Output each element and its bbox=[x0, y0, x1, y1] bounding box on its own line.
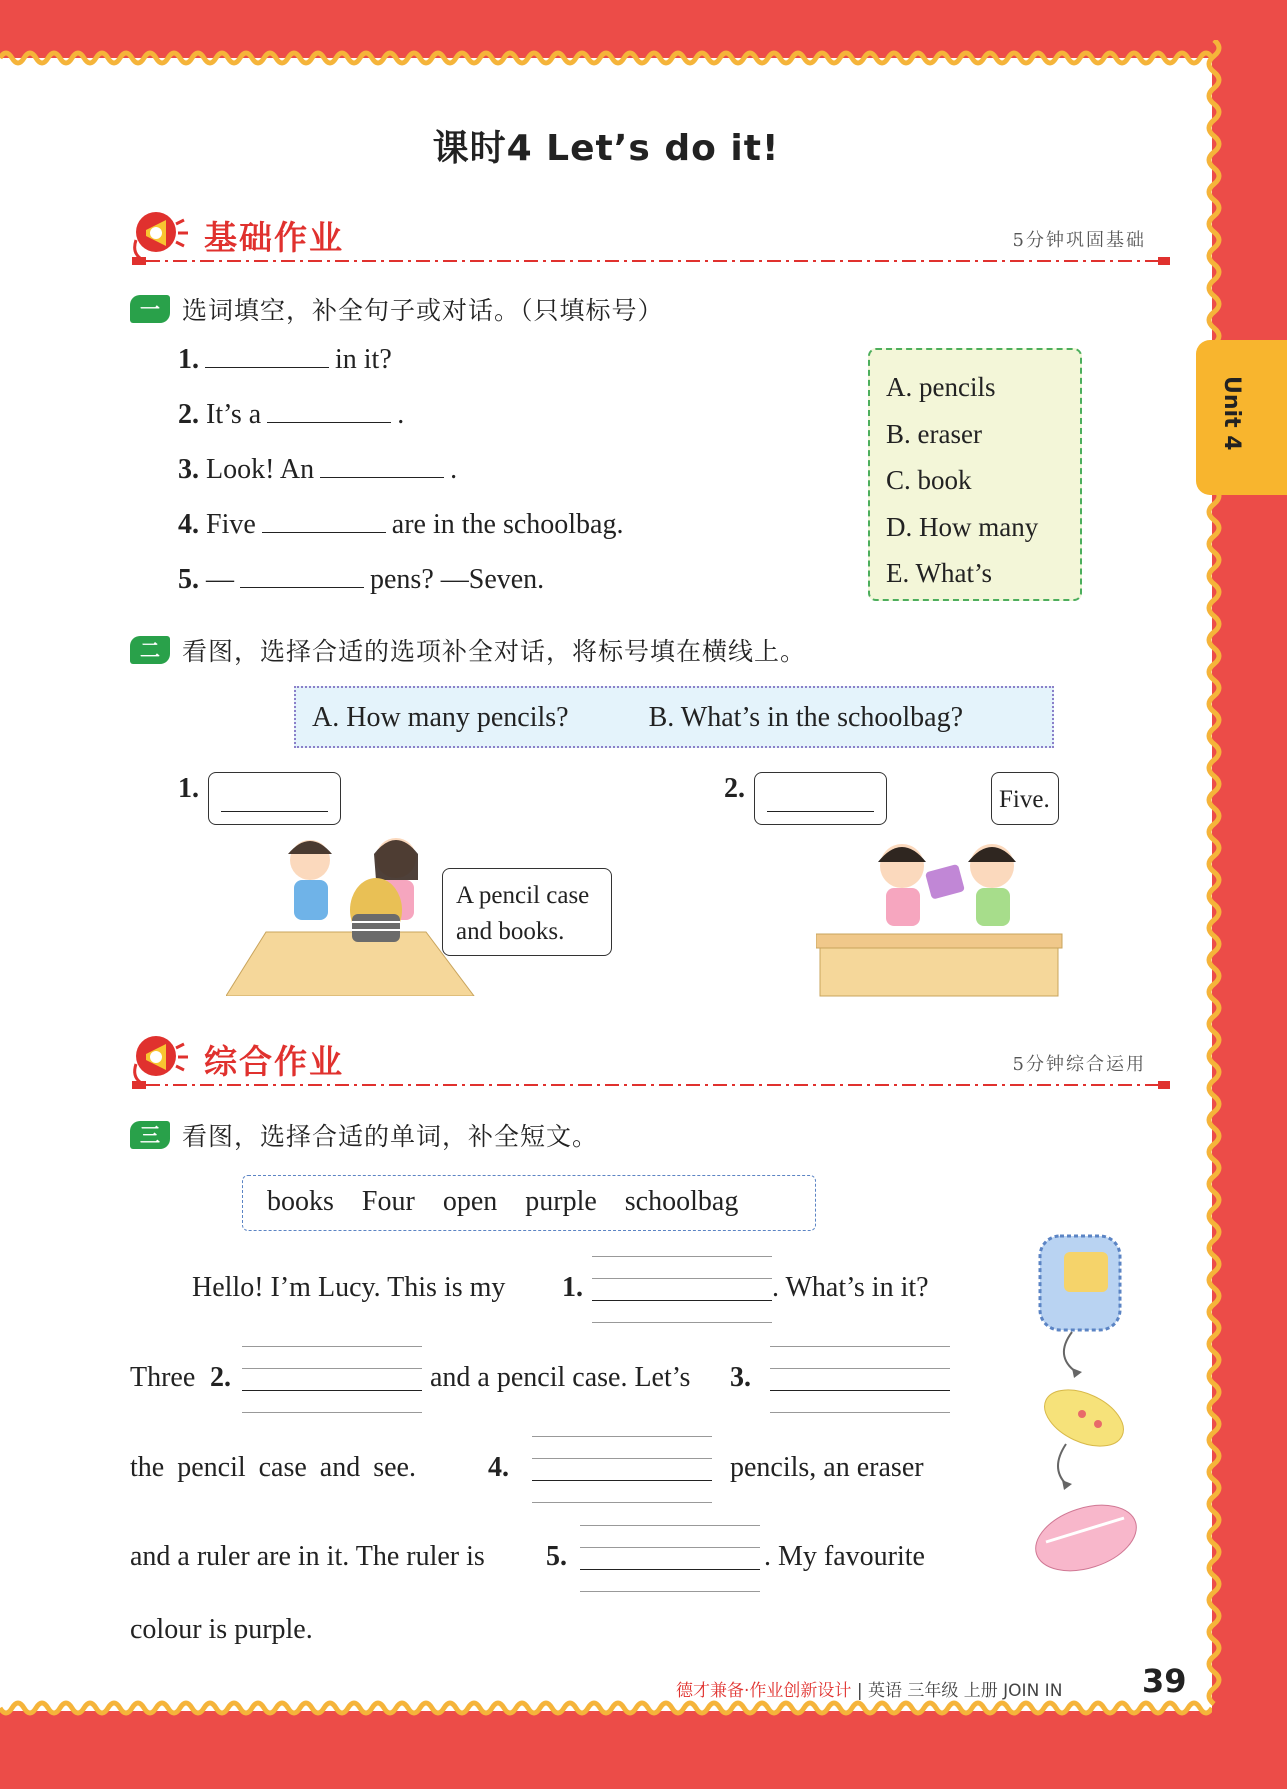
passage-line-3-end: pencils, an eraser bbox=[730, 1452, 924, 1483]
word-open: open bbox=[442, 1186, 498, 1217]
picture-1-answer-line-1: A pencil case bbox=[456, 882, 590, 909]
dialogue-choices-box bbox=[294, 686, 1054, 748]
question-2-badge: 二 bbox=[130, 636, 170, 664]
answer-blank[interactable] bbox=[205, 344, 329, 368]
picture-1-number: 1. bbox=[178, 773, 199, 804]
option-c: C. book bbox=[886, 465, 972, 495]
four-line-blank-1[interactable] bbox=[592, 1256, 772, 1322]
unit-tab-label: Unit 4 bbox=[1219, 376, 1244, 451]
question-1-instruction: 选词填空，补全句子或对话。（只填标号） bbox=[182, 296, 664, 325]
word-schoolbag: schoolbag bbox=[624, 1186, 739, 1217]
word-books: books bbox=[267, 1186, 334, 1217]
q1-item-4: 4. Five are in the schoolbag. bbox=[178, 509, 624, 540]
horn-icon bbox=[128, 1030, 192, 1086]
option-d: D. How many bbox=[886, 511, 1039, 542]
choice-b: B. What’s in the schoolbag? bbox=[648, 702, 964, 733]
q1-item-2: 2. It’s a . bbox=[178, 399, 405, 430]
q1-item-3: 3. Look! An . bbox=[178, 454, 458, 485]
passage-line-4-start: and a ruler are in it. The ruler is bbox=[130, 1541, 485, 1572]
word-bank-box bbox=[242, 1175, 816, 1231]
picture-1-question-bubble[interactable] bbox=[208, 772, 341, 825]
answer-blank[interactable] bbox=[240, 564, 364, 588]
options-box bbox=[868, 348, 1082, 601]
section-comprehensive-subtitle: 5分钟综合运用 bbox=[1012, 1054, 1146, 1075]
question-2-instruction: 看图，选择合适的选项补全对话，将标号填在横线上。 bbox=[182, 637, 807, 666]
four-line-blank-3[interactable] bbox=[770, 1346, 950, 1412]
horn-icon bbox=[128, 206, 192, 262]
picture-2-question-bubble[interactable] bbox=[754, 772, 887, 825]
footer-brand: 德才兼备·作业创新设计 bbox=[676, 1681, 852, 1701]
four-line-blank-5[interactable] bbox=[580, 1525, 760, 1591]
footer-subject: | 英语 三年级 上册 JOIN IN bbox=[856, 1681, 1063, 1701]
schoolbag-sequence-illustration bbox=[1024, 1222, 1144, 1592]
section-basic-subtitle: 5分钟巩固基础 bbox=[1012, 230, 1146, 251]
word-four: Four bbox=[361, 1186, 415, 1217]
picture-1-illustration bbox=[226, 824, 476, 996]
passage-number-1: 1. bbox=[562, 1272, 583, 1303]
passage-line-1-end: . What’s in it? bbox=[772, 1272, 929, 1303]
passage-line-1: Hello! I’m Lucy. This is my bbox=[192, 1272, 506, 1303]
passage-number-3: 3. bbox=[730, 1362, 751, 1393]
q1-item-1: 1. in it? bbox=[178, 344, 392, 375]
section-basic-title: 基础作业 bbox=[204, 218, 344, 257]
passage-number-5: 5. bbox=[546, 1541, 567, 1572]
page-number: 39 bbox=[1142, 1662, 1187, 1700]
passage-line-4-end: . My favourite bbox=[764, 1541, 925, 1572]
picture-2-answer: Five. bbox=[999, 786, 1050, 813]
choice-a: A. How many pencils? bbox=[312, 702, 569, 733]
picture-1-answer-line-2: and books. bbox=[456, 918, 565, 945]
question-3-badge: 三 bbox=[130, 1121, 170, 1149]
section-divider bbox=[132, 256, 1170, 266]
section-comprehensive-header bbox=[128, 1030, 1170, 1090]
page-title: 课时4 Let’s do it! bbox=[432, 128, 780, 169]
question-3-instruction: 看图，选择合适的单词，补全短文。 bbox=[182, 1122, 599, 1151]
word-purple: purple bbox=[525, 1186, 597, 1217]
question-3-header bbox=[130, 1117, 598, 1153]
question-1-badge: 一 bbox=[130, 295, 170, 323]
picture-2-number: 2. bbox=[724, 773, 745, 804]
passage-line-2-middle: and a pencil case. Let’s bbox=[430, 1362, 691, 1393]
answer-blank[interactable] bbox=[267, 399, 391, 423]
right-wavy-border bbox=[1204, 40, 1228, 1740]
picture-2-illustration bbox=[816, 828, 1064, 1000]
passage-line-3-start: the pencil case and see. bbox=[130, 1452, 416, 1483]
question-1-header bbox=[130, 291, 664, 327]
option-a: A. pencils bbox=[886, 372, 996, 402]
section-divider bbox=[132, 1080, 1170, 1090]
passage-line-5: colour is purple. bbox=[130, 1614, 313, 1645]
footer bbox=[676, 1676, 1062, 1701]
four-line-blank-4[interactable] bbox=[532, 1436, 712, 1502]
question-2-header bbox=[130, 632, 806, 668]
answer-blank[interactable] bbox=[320, 454, 444, 478]
passage-line-2-start: Three bbox=[130, 1362, 196, 1393]
option-e: E. What’s bbox=[886, 558, 992, 588]
section-comprehensive-title: 综合作业 bbox=[204, 1042, 344, 1081]
unit-tab bbox=[1196, 340, 1287, 495]
passage-number-4: 4. bbox=[488, 1452, 509, 1483]
passage-number-2: 2. bbox=[210, 1362, 231, 1393]
q1-item-5: 5. — pens? —Seven. bbox=[178, 564, 545, 595]
bottom-wavy-border bbox=[0, 1698, 1212, 1722]
option-b: B. eraser bbox=[886, 418, 982, 449]
four-line-blank-2[interactable] bbox=[242, 1346, 422, 1412]
answer-blank[interactable] bbox=[262, 509, 386, 533]
top-wavy-border bbox=[0, 44, 1212, 68]
section-basic-header bbox=[128, 206, 1170, 266]
